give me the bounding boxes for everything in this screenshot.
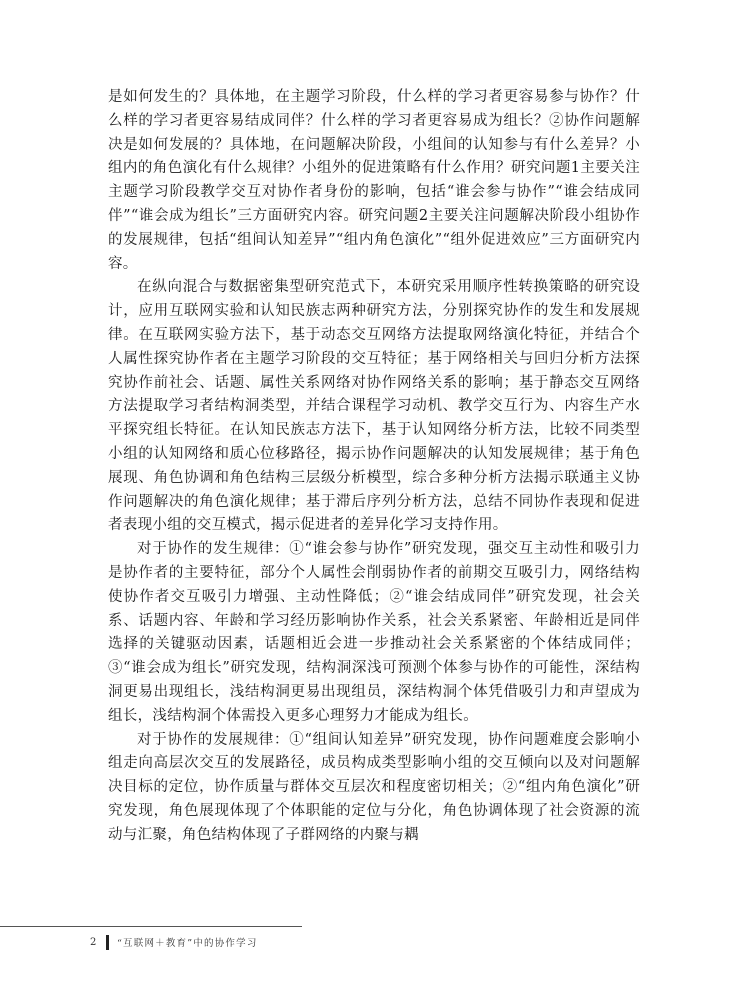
- page-body: [108, 86, 640, 848]
- paragraph-3: 对于协作的发生规律：①“谁会参与协作”研究发现，强交互主动性和吸引力是协作者的主要特征，部分个人属性会削弱协作者的前期交互吸引力，网络结构使协作者交互吸引力增强、主动性降低；②“谁会结成同伴”研究发现，社会关系、话题内容、年龄和学习经历影响协作关系，社会关系紧密、年龄相近是同伴选择的关键驱动因素，话题相近会进一步推动社会关系紧密的个体结成同伴；③“谁会成为组长”研究发现，结构洞深浅可预测个体参与协作的可能性，深结构洞更易出现组长，浅结构洞更易出现组员，深结构洞个体凭借吸引力和声望成为组长，浅结构洞个体需投入更多心理努力才能成为组长。: [108, 541, 640, 724]
- running-title: “互联网＋教育”中的协作学习: [117, 938, 258, 949]
- footer-divider: [0, 926, 302, 927]
- footer-separator-bar: [106, 935, 109, 950]
- page-footer: [90, 934, 258, 950]
- paragraph-2: 在纵向混合与数据密集型研究范式下，本研究采用顺序性转换策略的研究设计，应用互联网实验和认知民族志两种研究方法，分别探究协作的发生和发展规律。在互联网实验方法下，基于动态交互网络方法提取网络演化特征，并结合个人属性探究协作者在主题学习阶段的交互特征；基于网络相关与回归分析方法探究协作前社会、话题、属性关系网络对协作网络关系的影响；基于静态交互网络方法提取学习者结构洞类型，并结合课程学习动机、教学交互行为、内容生产水平探究组长特征。在认知民族志方法下，基于认知网络分析方法，比较不同类型小组的认知网络和质心位移路径，揭示协作问题解决的认知发展规律；基于角色展现、角色协调和角色结构三层级分析模型，综合多种分析方法揭示联通主义协作问题解决的角色演化规律；基于滞后序列分析方法，总结不同协作表现和促进者表现小组的交互模式，揭示促进者的差异化学习支持作用。: [108, 279, 640, 534]
- page-number: 2: [90, 936, 97, 948]
- paragraph-1: 是如何发生的？具体地，在主题学习阶段，什么样的学习者更容易参与协作？什么样的学习者更容易结成同伴？什么样的学习者更容易成为组长？②协作问题解决是如何发展的？具体地，在问题解决阶段，小组间的认知参与有什么差异？小组内的角色演化有什么规律？小组外的促进策略有什么作用？研究问题1主要关注主题学习阶段教学交互对协作者身份的影响，包括“谁会参与协作”“谁会结成同伴”“谁会成为组长”三方面研究内容。研究问题2主要关注问题解决阶段小组协作的发展规律，包括“组间认知差异”“组内角色演化”“组外促进效应”三方面研究内容。: [108, 89, 640, 272]
- paragraph-4: 对于协作的发展规律：①“组间认知差异”研究发现，协作问题难度会影响小组走向高层次交互的发展路径，成员构成类型影响小组的交互倾向以及对问题解决目标的定位，协作质量与群体交互层次和程度密切相关；②“组内角色演化”研究发现，角色展现体现了个体职能的定位与分化，角色协调体现了社会资源的流动与汇聚，角色结构体现了子群网络的内聚与耦: [108, 731, 640, 843]
